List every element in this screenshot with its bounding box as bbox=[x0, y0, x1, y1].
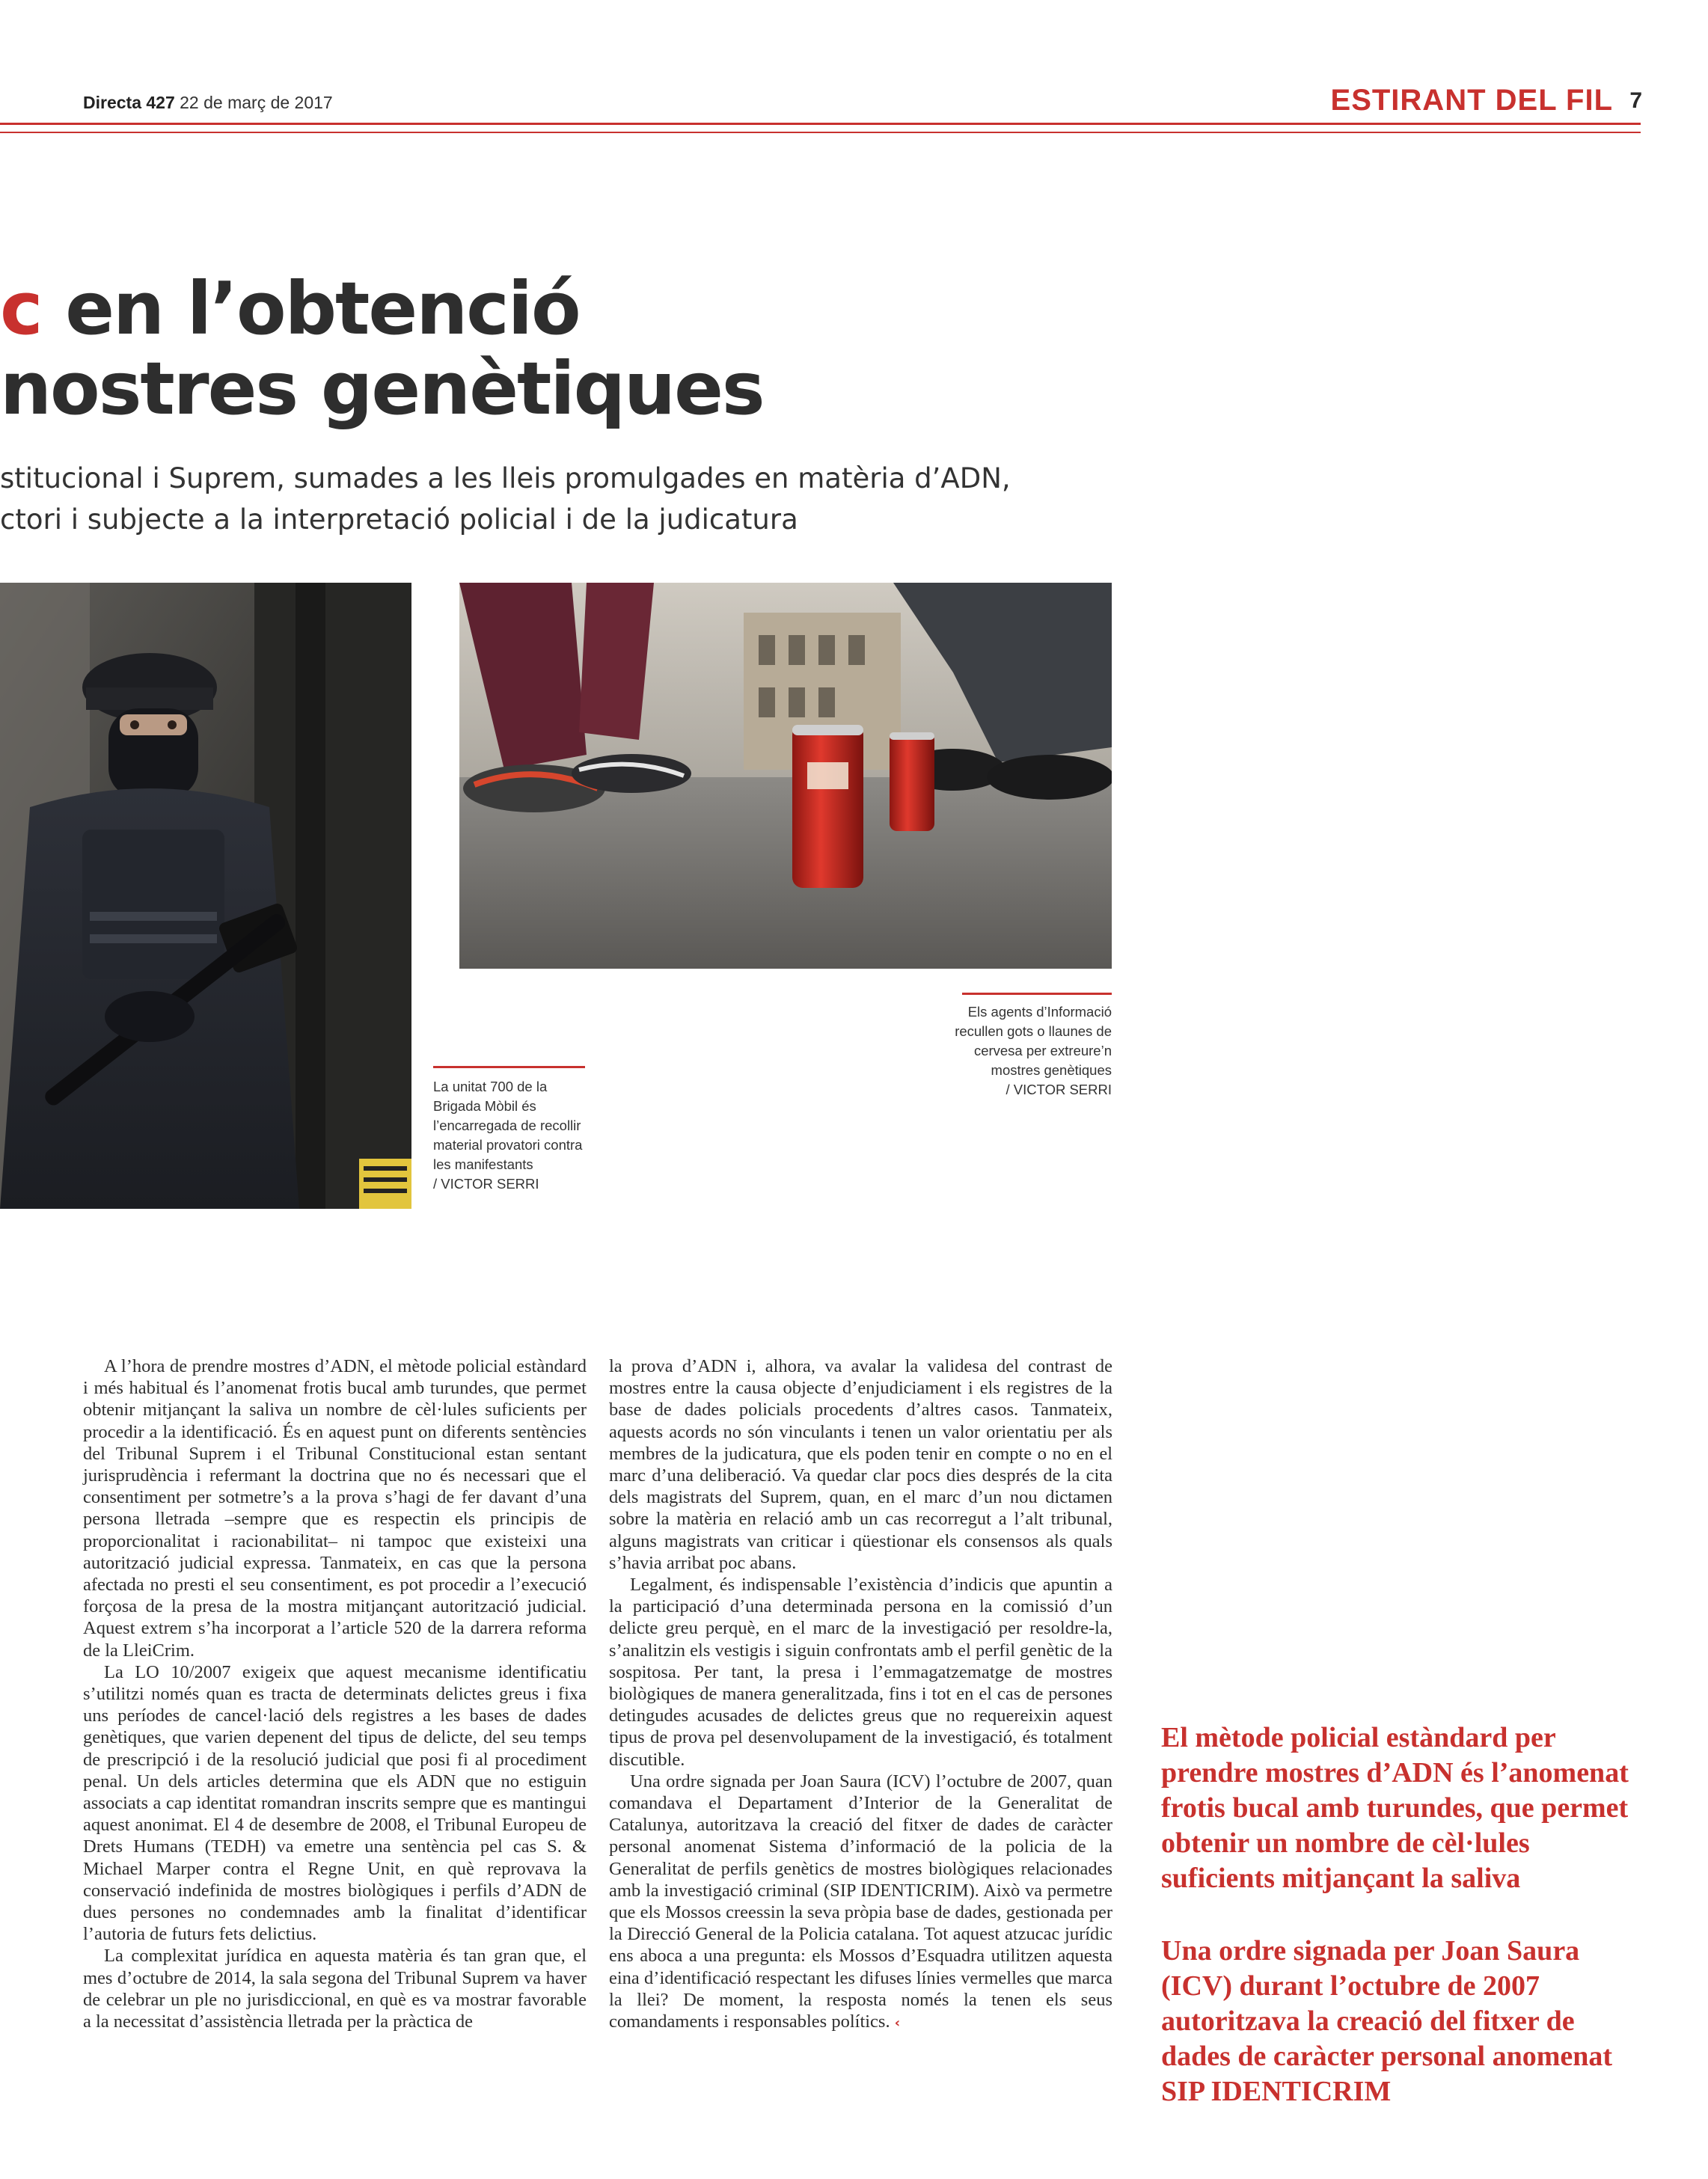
headline-line-1-text: en l’obtenció bbox=[41, 266, 580, 351]
riot-police-image bbox=[0, 583, 411, 1209]
caption-rule-2 bbox=[962, 993, 1112, 995]
body-paragraph-text: Una ordre signada per Joan Saura (ICV) l’octubre de 2007, quan comandava el Departament d’Interior de la Generalitat de Catalunya, autoritzava la creació del fitxer de dades de caràcter personal anomenat Sistema d’informació de la policia de la Generalitat de perfils genètics de mostres biològiques relacionades amb la investigació criminal (SIP IDENTICRIM). Això va permetre que els Mossos creessin la seva pròpia base de dades, gestionada per la Direcció General de la Policia catalana. Tot aquest atzucac jurídic ens aboca a una pregunta: els Mossos d’Esquadra utilitzen aquesta eina d’identificació respectant les difuses línies vermelles que marca la llei? De moment, la resposta només la tenen els seus comandaments i responsables polítics. bbox=[609, 1771, 1112, 2032]
subheadline-line-1: stitucional i Suprem, sumades a les lleis promulgades en matèria d’ADN, bbox=[0, 462, 1011, 494]
headline-line-2: nostres genètiques bbox=[0, 346, 764, 431]
pull-quote-2: Una ordre signada per Joan Saura (ICV) durant l’octubre de 2007 autoritzava la creació del fitxer de dades de caràcter personal anomenat SIP IDENTICRIM bbox=[1161, 1935, 1613, 2107]
photo-caption-1 bbox=[433, 1077, 583, 1194]
photo-riot-police bbox=[0, 583, 411, 1209]
photo-caption-2 bbox=[950, 1002, 1112, 1100]
photo-beer-cans bbox=[459, 583, 1112, 969]
section-title: ESTIRANT DEL FIL bbox=[1330, 84, 1613, 117]
beer-cans-image bbox=[459, 583, 1112, 969]
issue-number: Directa 427 bbox=[83, 93, 175, 112]
headline-red-fragment: c bbox=[0, 266, 42, 351]
issue-line bbox=[83, 93, 333, 113]
end-of-article-mark: ‹ bbox=[894, 2015, 901, 2032]
body-paragraph bbox=[609, 1771, 1112, 2034]
caption-credit-1: / VICTOR SERRI bbox=[433, 1176, 539, 1192]
body-paragraph: La LO 10/2007 exigeix que aquest mecanisme identificatiu s’utilitzi només quan es tracta de determinats delictes greus i fixa uns períodes de cancel·lació dels registres a les bases de dades genètiques, que varien depenent del tipus de delicte, del seu temps de prescripció i de la resolució judicial que posi fi al procediment penal. Un dels articles determina que els ADN que no estiguin associats a cap identitat romandran inscrits sempre que es mantingui aquest anonimat. El 4 de desembre de 2008, el Tribunal Europeu de Drets Humans (TEDH) va emetre una sentència pel cas S. & Michael Marper contra el Regne Unit, en què reprovava la conservació indefinida de mostres biològiques i perfils d’ADN de dues persones no condemnades amb la finalitat d’identificar l’autoria de futurs fets delictius. bbox=[83, 1661, 587, 1945]
subheadline-line-2: ctori i subjecte a la interpretació policial i de la judicatura bbox=[0, 503, 798, 536]
body-paragraph: La complexitat jurídica en aquesta matèria és tan gran que, el mes d’octubre de 2014, la sala segona del Tribunal Suprem va haver de celebrar un ple no jurisdiccional, en què es va mostrar favorable a la necessitat d’assistència lletrada per la pràctica de bbox=[83, 1946, 587, 2032]
headline-line-1 bbox=[0, 268, 580, 350]
body-paragraph: A l’hora de prendre mostres d’ADN, el mètode policial estàndard i més habitual és l’anomenat frotis bucal amb turundes, que permet obtenir mitjançant la saliva un nombre de cèl·lules suficients per procedir a la identificació. És en aquest punt on diferents sentències del Tribunal Suprem i el Tribunal Constitucional estan sentant jurisprudència i refermant la doctrina que no és necessari que el consentiment per sotmetre’s a la prova s’hagi de fer davant d’una persona lletrada –sempre que es respectin els principis de proporcionalitat i racionabilitat– ni tampoc que existeixi una autorització judicial expressa. Tanmateix, en cas que la persona afectada no presti el seu consentiment, es pot procedir a l’execució forçosa de la presa de la mostra mitjançant autorització judicial. Aquest extrem s’ha incorporat a l’article 520 de la darrera reforma de la LleiCrim. bbox=[83, 1356, 587, 1661]
body-paragraph: Legalment, és indispensable l’existència d’indicis que apuntin a la participació d’una determinada persona en la comissió d’un delicte greu perquè, en el marc de la investigació per resoldre-la, s’analitzin els vestigis i siguin confrontats amb el perfil genètic de la sospitosa. Per tant, la presa i l’emmagatzematge de mostres biològiques de manera generalitzada, fins i tot en el cas de persones detingudes acusades de delictes greus que no requereixin aquest tipus de prova pel desenvolupament de la investigació, és totalment discutible. bbox=[609, 1575, 1112, 1770]
caption-text-1: La unitat 700 de la Brigada Mòbil és l’encarregada de recollir material provatori contra les manifestants bbox=[433, 1079, 583, 1172]
body-column-2 bbox=[609, 1355, 1112, 2034]
body-paragraph-continued: la prova d’ADN i, alhora, va avalar la validesa del contrast de mostres entre la causa objecte d’enjudiciament i els registres de la base de dades policials procedents d’altres casos. Tanmateix, aquests acords no són vinculants i tenen un valor orientatiu per als membres de la judicatura, que els poden tenir en compte o no en el marc d’una deliberació. Va quedar clar pocs dies després de la cita dels magistrats del Suprem, quan, en el marc d’un nou dictamen sobre la matèria en relació amb un cas recorregut a l’alt tribunal, alguns magistrats van criticar i qüestionar els consensos als quals s’havia arribat poc abans. bbox=[609, 1356, 1112, 1573]
caption-credit-2: / VICTOR SERRI bbox=[1005, 1082, 1112, 1097]
caption-rule-1 bbox=[433, 1066, 585, 1068]
header-rule-bottom bbox=[0, 132, 1641, 133]
header-rule-top bbox=[0, 123, 1641, 125]
page-number: 7 bbox=[1629, 88, 1642, 113]
caption-text-2: Els agents d’Informació recullen gots o llaunes de cervesa per extreure’n mostres genètiques bbox=[955, 1004, 1112, 1078]
pull-quote-1: El mètode policial estàndard per prendre mostres d’ADN és l’anomenat frotis bucal amb turundes, que permet obtenir un nombre de cèl·lules suficients mitjançant la saliva bbox=[1161, 1722, 1629, 1894]
body-column-1 bbox=[83, 1355, 587, 2032]
issue-date: 22 de març de 2017 bbox=[180, 93, 333, 112]
